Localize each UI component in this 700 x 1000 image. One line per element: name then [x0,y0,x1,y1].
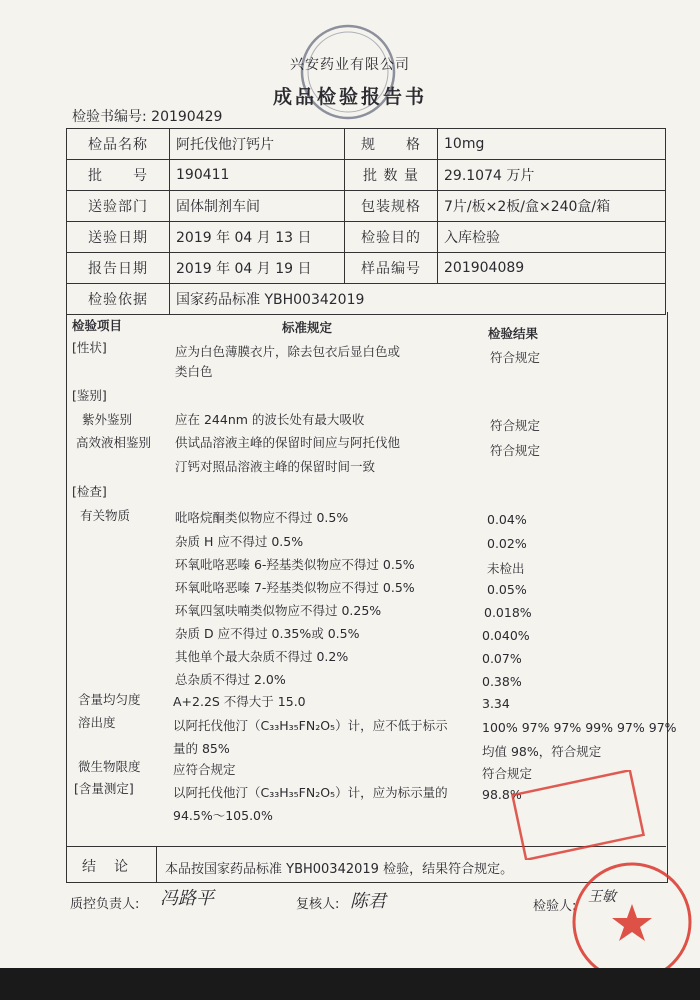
qc-signature: 冯路平 [160,888,214,909]
character-result: 符合规定 [490,350,541,365]
reviewer-label: 复核人: [296,897,340,912]
impurity-result: 0.040% [482,628,530,643]
impurity-result: 0.02% [487,536,527,551]
character-standard-2: 类白色 [175,364,213,379]
impurity-result: 未检出 [487,561,525,576]
content-uniformity-item: 含量均匀度 [78,692,141,707]
label-packaging: 包装规格 [345,191,438,222]
dissolution-result-2: 均值 98%，符合规定 [482,744,602,759]
report-number-value: 20190429 [151,109,223,125]
impurity-result: 0.04% [487,512,527,527]
impurity-standard: 环氧吡咯恶嗪 6-羟基类似物应不得过 0.5% [175,557,415,572]
impurity-standard: 杂质 H 应不得过 0.5% [175,534,304,549]
header-item: 检验项目 [72,318,123,333]
hplc-item: 高效液相鉴别 [76,435,152,450]
impurity-standard: 环氧吡咯恶嗪 7-羟基类似物应不得过 0.5% [175,580,415,595]
table-row [67,160,666,191]
label-submit-date: 送验日期 [67,222,170,253]
label-basis: 检验依据 [67,284,170,315]
impurity-standard: 其他单个最大杂质不得过 0.2% [175,649,349,664]
label-dept: 送验部门 [67,191,170,222]
dissolution-standard-1: 以阿托伐他汀（C₃₃H₃₅FN₂O₅）计，应不低于标示 [173,718,448,733]
table-row [67,129,666,160]
label-product: 检品名称 [67,129,170,160]
impurity-result: 0.38% [482,674,522,689]
value-quantity: 29.1074 万片 [438,160,666,191]
conclusion-text: 本品按国家药品标准 YBH00342019 检验，结果符合规定。 [165,862,514,877]
uv-item: 紫外鉴别 [82,412,133,427]
content-uniformity-result: 3.34 [482,696,510,711]
value-spec: 10mg [438,129,666,160]
company-name: 兴安药业有限公司 [290,57,410,73]
related-substances-item: 有关物质 [80,508,131,523]
label-batch: 批 号 [67,160,170,191]
info-table [66,128,666,315]
table-row [67,222,666,253]
inspector-label: 检验人: [533,899,577,914]
impurity-standard: 杂质 D 应不得过 0.35%或 0.5% [175,626,360,641]
assay-result: 98.8% [482,787,522,802]
impurity-standard: 环氧四氢呋喃类似物应不得过 0.25% [175,603,382,618]
label-spec: 规 格 [345,129,438,160]
report-number [72,106,222,126]
label-purpose: 检验目的 [345,222,438,253]
impurity-result: 0.018% [484,605,532,620]
header-standard: 标准规定 [282,320,333,335]
impurity-result: 0.05% [487,582,527,597]
label-quantity: 批 数 量 [345,160,438,191]
character-standard-1: 应为白色薄膜衣片，除去包衣后显白色或 [175,344,401,359]
dissolution-item: 溶出度 [78,715,116,730]
section-identification: [鉴别] [72,388,107,403]
value-submit-date: 2019 年 04 月 13 日 [170,222,345,253]
value-batch: 190411 [170,160,345,191]
impurity-result: 0.07% [482,651,522,666]
distributor-seal-rect [508,770,648,860]
assay-standard-1: 以阿托伐他汀（C₃₃H₃₅FN₂O₅）计，应为标示量的 [173,785,448,800]
impurity-standard: 吡咯烷酮类似物应不得过 0.5% [175,510,349,525]
section-character: [性状] [72,340,107,355]
qc-label: 质控负责人: [70,897,140,912]
value-report-date: 2019 年 04 月 19 日 [170,253,345,284]
header-result: 检验结果 [488,326,539,341]
label-report-date: 报告日期 [67,253,170,284]
scan-edge [0,968,700,1000]
microbial-standard: 应符合规定 [173,762,236,777]
conclusion-label: 结 论 [82,859,130,875]
dissolution-result-1: 100% 97% 97% 99% 97% 97% [482,720,677,735]
label-sample-no: 样品编号 [345,253,438,284]
microbial-result: 符合规定 [482,766,533,781]
impurity-standard: 总杂质不得过 2.0% [175,672,286,687]
conclusion-separator [156,846,157,882]
value-packaging: 7片/板×2板/盒×240盒/箱 [438,191,666,222]
assay-item: [含量测定] [74,781,134,796]
uv-result: 符合规定 [490,418,541,433]
hplc-standard-1: 供试品溶液主峰的保留时间应与阿托伐他 [175,435,401,450]
microbial-item: 微生物限度 [78,759,141,774]
table-row [67,284,666,315]
value-sample-no: 201904089 [438,253,666,284]
distributor-seal-round [568,858,696,986]
table-row [67,191,666,222]
report-title: 成品检验报告书 [272,86,427,108]
assay-standard-2: 94.5%～105.0% [173,808,273,823]
uv-standard: 应在 244nm 的波长处有最大吸收 [175,412,365,427]
report-number-label: 检验书编号: [72,109,147,125]
content-uniformity-standard: A+2.2S 不得大于 15.0 [173,694,306,709]
inspector-signature: 王敏 [588,889,616,905]
value-basis: 国家药品标准 YBH00342019 [170,284,666,315]
value-dept: 固体制剂车间 [170,191,345,222]
value-product: 阿托伐他汀钙片 [170,129,345,160]
hplc-standard-2: 汀钙对照品溶液主峰的保留时间一致 [175,459,376,474]
reviewer-signature: 陈君 [350,891,386,912]
hplc-result: 符合规定 [490,443,541,458]
table-row [67,253,666,284]
section-check: [检查] [72,484,107,499]
value-purpose: 入库检验 [438,222,666,253]
dissolution-standard-2: 量的 85% [173,741,230,756]
